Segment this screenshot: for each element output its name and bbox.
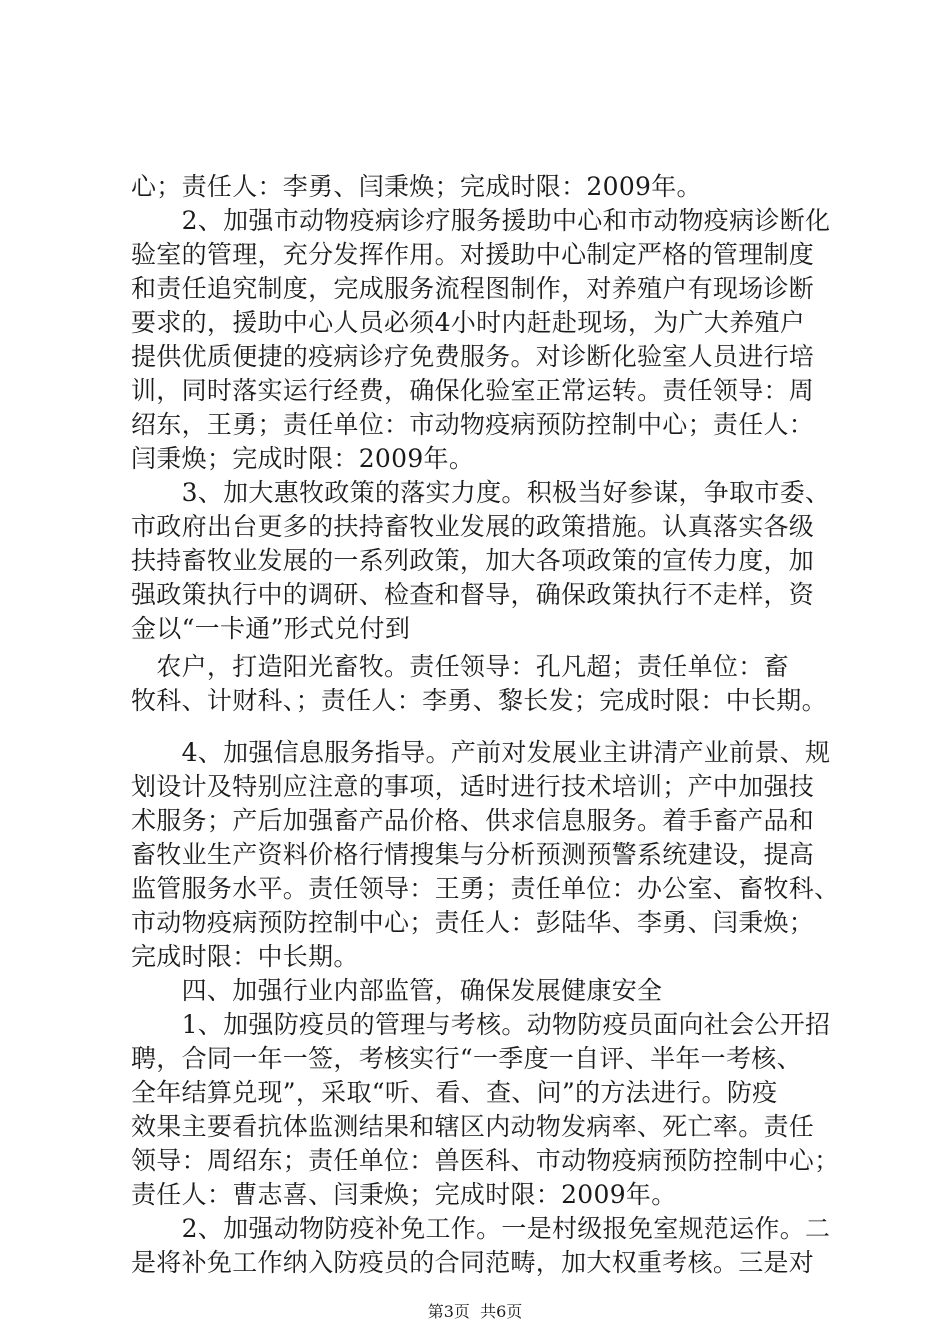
page-footer: 第3页 共6页 [427,1302,523,1321]
paragraph-line: 监管服务水平。责任领导：王勇；责任单位：办公室、畜牧科、 [131,874,840,903]
paragraph-line: 要求的，援助中心人员必须4小时内赶赴现场，为广大养殖户 [131,308,806,337]
paragraph-line: 验室的管理，充分发挥作用。对援助中心制定严格的管理制度 [131,240,815,269]
paragraph-line: 2、加强动物防疫补免工作。一是村级报免室规范运作。二 [131,1214,831,1243]
paragraph-line: 4、加强信息服务指导。产前对发展业主讲清产业前景、规 [131,738,831,767]
paragraph-line: 术服务；产后加强畜产品价格、供求信息服务。着手畜产品和 [131,806,815,835]
paragraph-line: 效果主要看抗体监测结果和辖区内动物发病率、死亡率。责任 [131,1112,815,1141]
paragraph-line: 金以“一卡通”形式兑付到 [131,614,411,643]
paragraph-line: 划设计及特别应注意的事项，适时进行技术培训；产中加强技 [131,772,815,801]
paragraph-line: 和责任追究制度，完成服务流程图制作，对养殖户有现场诊断 [131,274,815,303]
paragraph-line: 完成时限：中长期。 [131,942,359,971]
paragraph-line: 绍东，王勇；责任单位：市动物疫病预防控制中心；责任人： [131,410,815,439]
paragraph-line: 牧科、计财科、；责任人：李勇、黎长发；完成时限：中长期。 [131,686,827,715]
section-heading: 四、加强行业内部监管，确保发展健康安全 [131,976,663,1005]
paragraph-line: 3、加大惠牧政策的落实力度。积极当好参谋，争取市委、 [131,478,831,507]
paragraph-line: 市政府出台更多的扶持畜牧业发展的政策措施。认真落实各级 [131,512,815,541]
paragraph-line: 闫秉焕；完成时限：2009年。 [131,444,475,473]
paragraph-line: 畜牧业生产资料价格行情搜集与分析预测预警系统建设，提高 [131,840,815,869]
paragraph-line: 训，同时落实运行经费，确保化验室正常运转。责任领导：周 [131,376,815,405]
paragraph-line: 提供优质便捷的疫病诊疗免费服务。对诊断化验室人员进行培 [131,342,815,371]
paragraph-line: 是将补免工作纳入防疫员的合同范畴，加大权重考核。三是对 [131,1248,815,1277]
paragraph-line: 领导：周绍东；责任单位：兽医科、市动物疫病预防控制中心； [131,1146,840,1175]
paragraph-line: 全年结算兑现”，采取“听、看、查、问”的方法进行。防疫 [131,1078,778,1107]
paragraph-line: 市动物疫病预防控制中心；责任人：彭陆华、李勇、闫秉焕； [131,908,815,937]
paragraph-line: 强政策执行中的调研、检查和督导，确保政策执行不走样，资 [131,580,815,609]
paragraph-line: 责任人：曹志喜、闫秉焕；完成时限：2009年。 [131,1180,677,1209]
paragraph-line: 2、加强市动物疫病诊疗服务援助中心和市动物疫病诊断化 [131,206,831,235]
paragraph-line: 扶持畜牧业发展的一系列政策，加大各项政策的宣传力度，加 [131,546,815,575]
paragraph-line: 农户，打造阳光畜牧。责任领导：孔凡超；责任单位：畜 [131,652,789,681]
paragraph-line: 心；责任人：李勇、闫秉焕；完成时限：2009年。 [131,172,702,201]
paragraph-line: 聘，合同一年一签，考核实行“一季度一自评、半年一考核、 [131,1044,802,1073]
paragraph-line: 1、加强防疫员的管理与考核。动物防疫员面向社会公开招 [131,1010,831,1039]
